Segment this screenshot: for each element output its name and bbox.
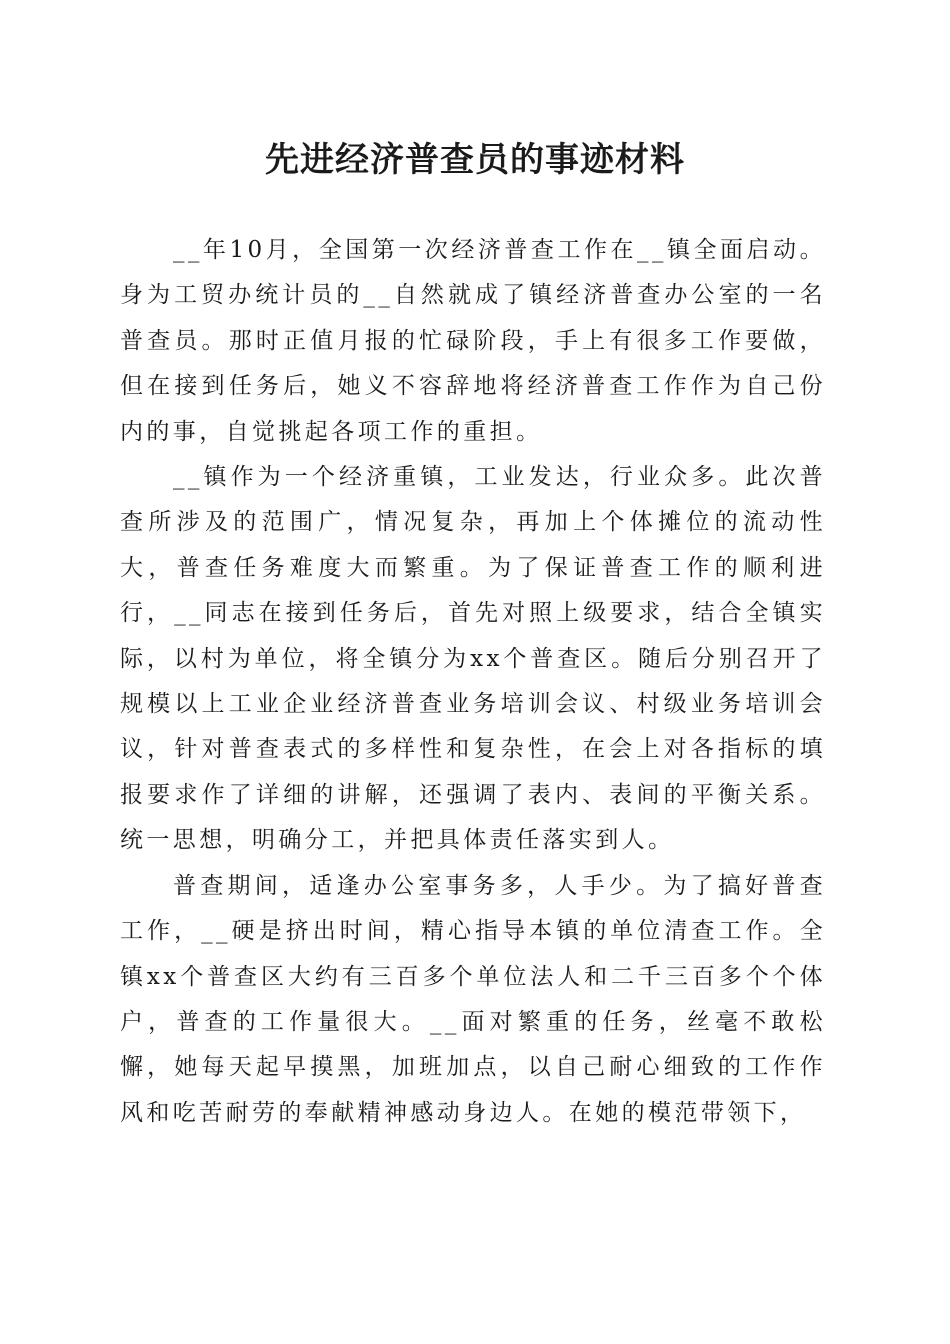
paragraph-2: __镇作为一个经济重镇，工业发达，行业众多。此次普查所涉及的范围广，情况复杂，再加上个体摊位的流动性大，普查任务难度大而繁重。为了保证普查工作的顺利进行，__同志在接到任务后，首先对照上级要求，结合全镇实际，以村为单位，将全镇分为xx个普查区。随后分别召开了规模以上工业企业经济普查业务培训会议、村级业务培训会议，针对普查表式的多样性和复杂性，在会上对各指标的填报要求作了详细的讲解，还强调了表内、表间的平衡关系。统一思想，明确分工，并把具体责任落实到人。 xyxy=(120,464,826,854)
paragraph-3: 普查期间，适逢办公室事务多，人手少。为了搞好普查工作，__硬是挤出时间，精心指导本镇的单位清查工作。全镇xx个普查区大约有三百多个单位法人和二千三百多个个体户，普查的工作量很大。__面对繁重的任务，丝毫不敢松懈，她每天起早摸黑，加班加点，以自己耐心细致的工作作风和吃苦耐劳的奉献精神感动身边人。在她的模范带领下， xyxy=(120,872,826,1126)
paragraph-1: __年10月，全国第一次经济普查工作在__镇全面启动。身为工贸办统计员的__自然就成了镇经济普查办公室的一名普查员。那时正值月报的忙碌阶段，手上有很多工作要做，但在接到任务后，她义不容辞地将经济普查工作作为自己份内的事，自觉挑起各项工作的重担。 xyxy=(120,237,826,445)
document-title: 先进经济普查员的事迹材料 xyxy=(265,140,685,180)
document-body xyxy=(120,228,826,1136)
